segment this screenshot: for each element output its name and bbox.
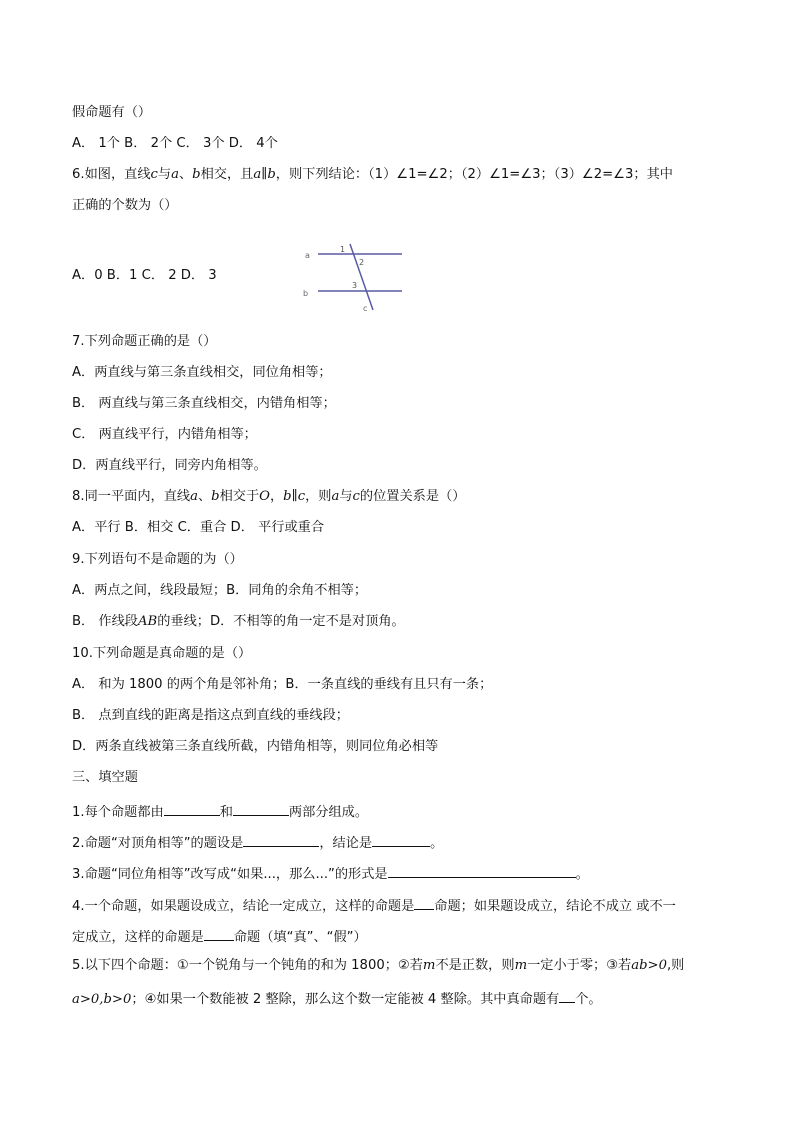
q8-text: 8.同一平面内，直线	[72, 489, 191, 504]
fill-q5-line2	[72, 988, 602, 1009]
q8-text: 、	[197, 489, 212, 504]
q8-parallel: b∥c	[283, 489, 306, 504]
q8-text: 与	[339, 489, 353, 504]
answer-blank[interactable]	[164, 801, 220, 816]
q8-text: 的位置关系是（）	[359, 489, 466, 504]
q10-option-a: A． 和为 1800 的两个角是邻补角；B．一条直线的垂线有且只有一条；	[72, 677, 493, 692]
q6-stem-line2: 正确的个数为（）	[72, 198, 178, 213]
q6-var-a: a	[171, 167, 179, 182]
fill-q5-line1	[72, 957, 684, 975]
fill-text: 2.命题“对顶角相等”的题设是	[72, 836, 244, 851]
fill-var-ab: ab>0	[631, 958, 667, 973]
label-b: b	[303, 289, 309, 298]
fill-text: 命题；如果题设成立，结论不成立 或不一	[434, 899, 676, 914]
q8-text: ，则	[305, 489, 332, 504]
q8-var-b: b	[211, 489, 220, 504]
q8-var-a: a	[190, 489, 198, 504]
q8-var-c: c	[352, 489, 360, 504]
answer-blank[interactable]	[204, 926, 234, 941]
q7-option-a: A．两直线与第三条直线相交，同位角相等；	[72, 365, 332, 380]
q6-text: 、	[178, 167, 193, 182]
q6-var-b: b	[192, 167, 201, 182]
q10-option-b: B． 点到直线的距离是指这点到直线的垂线段；	[72, 708, 349, 723]
q6-text: 相交，且	[200, 167, 254, 182]
q8-options: A．平行 B．相交 C．重合 D． 平行或重合	[72, 520, 325, 535]
fill-text: 不是正数，则	[435, 958, 515, 973]
q10-stem: 10.下列命题是真命题的是（）	[72, 646, 252, 661]
q8-text: 相交于	[219, 489, 260, 504]
q6-text: ，则下列结论：（1）∠1=∠2；（2）∠1=∠3；（3）∠2=∠3；其中	[275, 167, 673, 182]
q6-stem-line1	[72, 166, 673, 184]
q7-stem: 7.下列命题正确的是（）	[72, 334, 217, 349]
q9-options-ab: A．两点之间，线段最短；B．同角的余角不相等；	[72, 583, 368, 598]
fill-text: 定成立，这样的命题是	[72, 930, 204, 945]
fill-var-conditions: a>0,b>0	[72, 992, 132, 1007]
intro-line: 假命题有（）	[72, 105, 152, 120]
q7-option-b: B． 两直线与第三条直线相交，内错角相等；	[72, 396, 336, 411]
fill-text: 4.一个命题，如果题设成立，结论一定成立，这样的命题是	[72, 899, 415, 914]
section-heading: 三、填空题	[72, 770, 138, 785]
q7-option-c: C． 两直线平行，内错角相等；	[72, 427, 257, 442]
q6-var-c: c	[150, 167, 158, 182]
label-a: a	[305, 251, 310, 260]
fill-text: 3.命题“同位角相等”改写成“如果...，那么...”的形式是	[72, 867, 388, 882]
fill-text: 两部分组成。	[288, 805, 369, 820]
q6-options: A．0 B．1 C． 2 D． 3	[72, 268, 217, 283]
q7-option-d: D．两直线平行，同旁内角相等。	[72, 458, 267, 473]
fill-text: 1.每个命题都由	[72, 805, 164, 820]
fill-text: ,则	[666, 958, 685, 973]
fill-text: 。	[575, 867, 589, 882]
fill-text: 。	[430, 836, 444, 851]
answer-blank[interactable]	[243, 832, 319, 847]
q6-parallel: a∥b	[253, 167, 276, 182]
fill-text: 个。	[575, 992, 602, 1007]
q8-text: ，	[269, 489, 284, 504]
q8-stem	[72, 488, 465, 506]
q6-text: 与	[157, 167, 172, 182]
q9-text: B． 作线段	[72, 614, 138, 629]
fill-text: 命题（填“真”、“假”）	[233, 930, 367, 945]
q9-var-ab: AB	[138, 614, 158, 629]
fill-text: ，结论是	[319, 836, 373, 851]
fill-q3	[72, 863, 589, 884]
q6-text: 6.如图，直线	[72, 167, 151, 182]
parallel-lines-figure	[298, 240, 408, 312]
label-c: c	[363, 304, 368, 312]
fill-q2	[72, 832, 443, 853]
q9-options-cd	[72, 613, 405, 631]
fill-text: ；④如果一个数能被 2 整除，那么这个数一定能被 4 整除。其中真命题有	[131, 992, 560, 1007]
q8-var-o: O	[259, 489, 270, 504]
q9-stem: 9.下列语句不是命题的为（）	[72, 552, 243, 567]
q10-option-d: D．两条直线被第三条直线所截，内错角相等，则同位角必相等	[72, 739, 439, 754]
answer-blank[interactable]	[233, 801, 289, 816]
fill-text: 和	[219, 805, 233, 820]
fill-var-m: m	[514, 958, 528, 973]
answer-blank[interactable]	[414, 895, 434, 910]
q5-options: A． 1个 B． 2个 C． 3个 D． 4个	[72, 136, 278, 151]
fill-text: 一定小于零；③若	[527, 958, 632, 973]
angle-3-label: 3	[352, 281, 358, 290]
answer-blank[interactable]	[388, 863, 576, 878]
angle-2-label: 2	[359, 258, 365, 267]
answer-blank[interactable]	[372, 832, 430, 847]
answer-blank[interactable]	[559, 988, 575, 1003]
fill-text: 5.以下四个命题：①一个锐角与一个钝角的和为 1800；②若	[72, 958, 423, 973]
fill-q4-line2	[72, 926, 367, 947]
fill-q1	[72, 801, 368, 822]
fill-var-m: m	[422, 958, 436, 973]
q9-text: 的垂线；D．不相等的角一定不是对顶角。	[157, 614, 405, 629]
q8-var-a: a	[331, 489, 340, 504]
fill-q4-line1	[72, 895, 676, 916]
angle-1-label: 1	[340, 245, 346, 254]
